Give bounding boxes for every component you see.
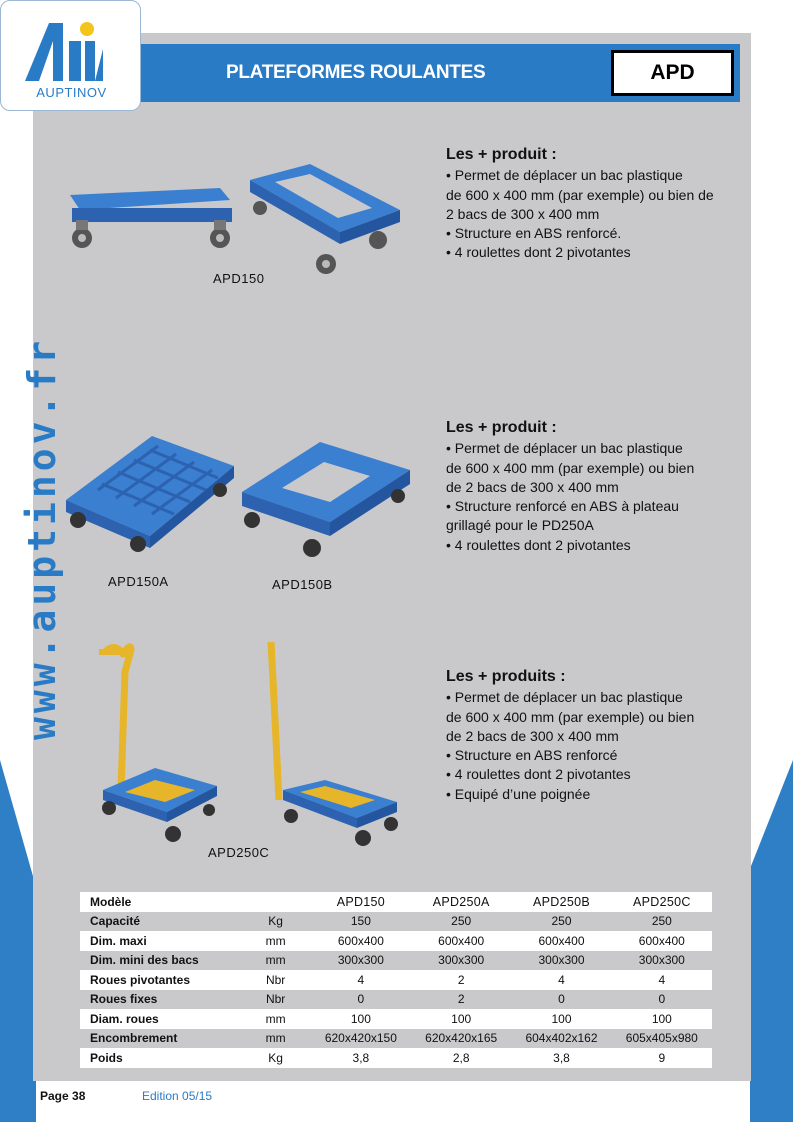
table-header-cell	[241, 892, 311, 912]
table-row	[80, 970, 712, 990]
table-cell: 600x400	[438, 933, 485, 948]
table-cell: 2	[457, 992, 465, 1007]
table-cell: Kg	[268, 1050, 283, 1065]
table-cell: 100	[551, 1011, 572, 1026]
table-cell: Poids	[90, 1050, 123, 1065]
product-label-apd150b: APD150B	[272, 577, 333, 592]
table-cell: mm	[265, 933, 286, 948]
table-cell: 0	[558, 992, 565, 1007]
product-benefits-1	[446, 145, 746, 263]
edition-label: Edition 05/15	[142, 1089, 213, 1103]
table-cell: Capacité	[90, 914, 141, 929]
apd150a-product-image	[62, 432, 237, 562]
product-benefits-2	[446, 418, 746, 555]
table-cell: 150	[350, 914, 371, 929]
table-header-cell: APD150	[336, 894, 386, 909]
table-cell: Encombrement	[90, 1031, 178, 1046]
table-cell: 4	[558, 972, 565, 987]
table-header-row	[80, 892, 712, 912]
table-cell: 3,8	[352, 1050, 370, 1065]
table-cell: 250	[551, 914, 572, 929]
benefit-line: de 600 x 400 mm (par exemple) ou bien de	[446, 186, 714, 203]
benefit-line: • 4 roulettes dont 2 pivotantes	[446, 536, 631, 553]
table-row	[80, 1029, 712, 1049]
apd150-product-image	[60, 160, 405, 280]
product-label-apd150: APD150	[213, 271, 265, 286]
benefits-title: Les + produits :	[446, 668, 566, 685]
table-cell: 620x420x165	[425, 1031, 498, 1046]
benefit-line: • Equipé d’une poignée	[446, 785, 591, 802]
benefit-line: • Structure en ABS renforcé.	[446, 225, 622, 242]
table-cell: 100	[651, 1011, 672, 1026]
apd150b-product-image	[240, 440, 412, 568]
vertical-website-url[interactable]: www.auptinov.fr	[20, 336, 64, 740]
table-header-cell: APD250C	[632, 894, 691, 909]
logo-mark-icon	[23, 19, 123, 83]
table-cell: Roues fixes	[90, 992, 158, 1007]
table-cell: 4	[658, 972, 666, 987]
table-cell: Diam. roues	[90, 1011, 159, 1026]
table-cell: 300x300	[538, 953, 585, 968]
table-cell: 100	[350, 1011, 371, 1026]
table-row	[80, 912, 712, 932]
table-cell: mm	[265, 953, 286, 968]
table-cell: 605x405x980	[625, 1031, 698, 1046]
table-cell: 600x400	[538, 933, 585, 948]
left-blue-accent	[0, 760, 36, 1122]
table-cell: 0	[658, 992, 666, 1007]
page-number: Page 38	[40, 1089, 86, 1103]
table-cell: 3,8	[553, 1050, 570, 1065]
benefit-line: de 2 bacs de 300 x 400 mm	[446, 727, 619, 744]
benefit-line: grillagé pour le PD250A	[446, 517, 594, 534]
table-cell: 2,8	[452, 1050, 470, 1065]
spec-table	[80, 892, 712, 1068]
table-cell: 2	[457, 972, 465, 987]
table-cell: Roues pivotantes	[90, 972, 191, 987]
page-title: PLATEFORMES ROULANTES	[226, 62, 486, 83]
benefit-line: 2 bacs de 300 x 400 mm	[446, 205, 600, 222]
table-cell: 300x300	[337, 953, 384, 968]
table-header-cell: APD250B	[533, 894, 590, 909]
benefit-line: • Permet de déplacer un bac plastique	[446, 440, 683, 457]
table-cell: 250	[451, 914, 472, 929]
logo[interactable]	[0, 0, 141, 111]
benefit-line: de 600 x 400 mm (par exemple) ou bien	[446, 459, 695, 476]
product-code: APD	[650, 61, 695, 84]
table-cell: Kg	[268, 914, 283, 929]
table-header-cell: APD250A	[432, 894, 490, 909]
table-cell: 300x300	[438, 953, 485, 968]
product-label-apd250c: APD250C	[208, 845, 270, 860]
table-cell: 100	[451, 1011, 472, 1026]
benefit-line: de 600 x 400 mm (par exemple) ou bien	[446, 708, 695, 725]
product-benefits-3	[446, 667, 746, 804]
table-cell: Dim. mini des bacs	[90, 953, 199, 968]
table-row	[80, 1048, 712, 1068]
table-cell: Nbr	[265, 992, 286, 1007]
table-cell: 0	[357, 992, 365, 1007]
table-row	[80, 931, 712, 951]
benefit-line: • Structure en ABS renforcé	[446, 747, 618, 764]
benefit-line: • Permet de déplacer un bac plastique	[446, 689, 683, 706]
table-cell: 600x400	[337, 933, 384, 948]
benefit-line: • Structure renforcé en ABS à plateau	[446, 498, 679, 515]
benefits-title: Les + produit :	[446, 419, 557, 436]
benefit-line: • 4 roulettes dont 2 pivotantes	[446, 244, 631, 261]
product-label-apd150a: APD150A	[108, 574, 169, 589]
table-cell: 9	[658, 1050, 666, 1065]
benefit-line: • 4 roulettes dont 2 pivotantes	[446, 766, 631, 783]
right-blue-accent	[750, 760, 793, 1122]
table-cell: Nbr	[265, 972, 286, 987]
table-cell: 620x420x150	[324, 1031, 397, 1046]
benefit-line: • Permet de déplacer un bac plastique	[446, 167, 683, 184]
benefits-title: Les + produit :	[446, 146, 557, 163]
apd250c-product-image	[95, 640, 405, 850]
table-header-cell: Modèle	[90, 894, 132, 909]
benefit-line: de 2 bacs de 300 x 400 mm	[446, 478, 619, 495]
table-row	[80, 951, 712, 971]
table-cell: 250	[651, 914, 672, 929]
table-cell: 4	[357, 972, 365, 987]
table-row	[80, 990, 712, 1010]
table-cell: 300x300	[638, 953, 685, 968]
table-cell: mm	[265, 1011, 286, 1026]
table-cell: Dim. maxi	[90, 933, 147, 948]
table-cell: 600x400	[638, 933, 685, 948]
product-code-box	[611, 50, 734, 96]
logo-brand-text: AUPTINOV	[36, 85, 107, 100]
table-cell: 604x402x162	[525, 1031, 598, 1046]
table-row	[80, 1009, 712, 1029]
table-cell: mm	[265, 1031, 286, 1046]
